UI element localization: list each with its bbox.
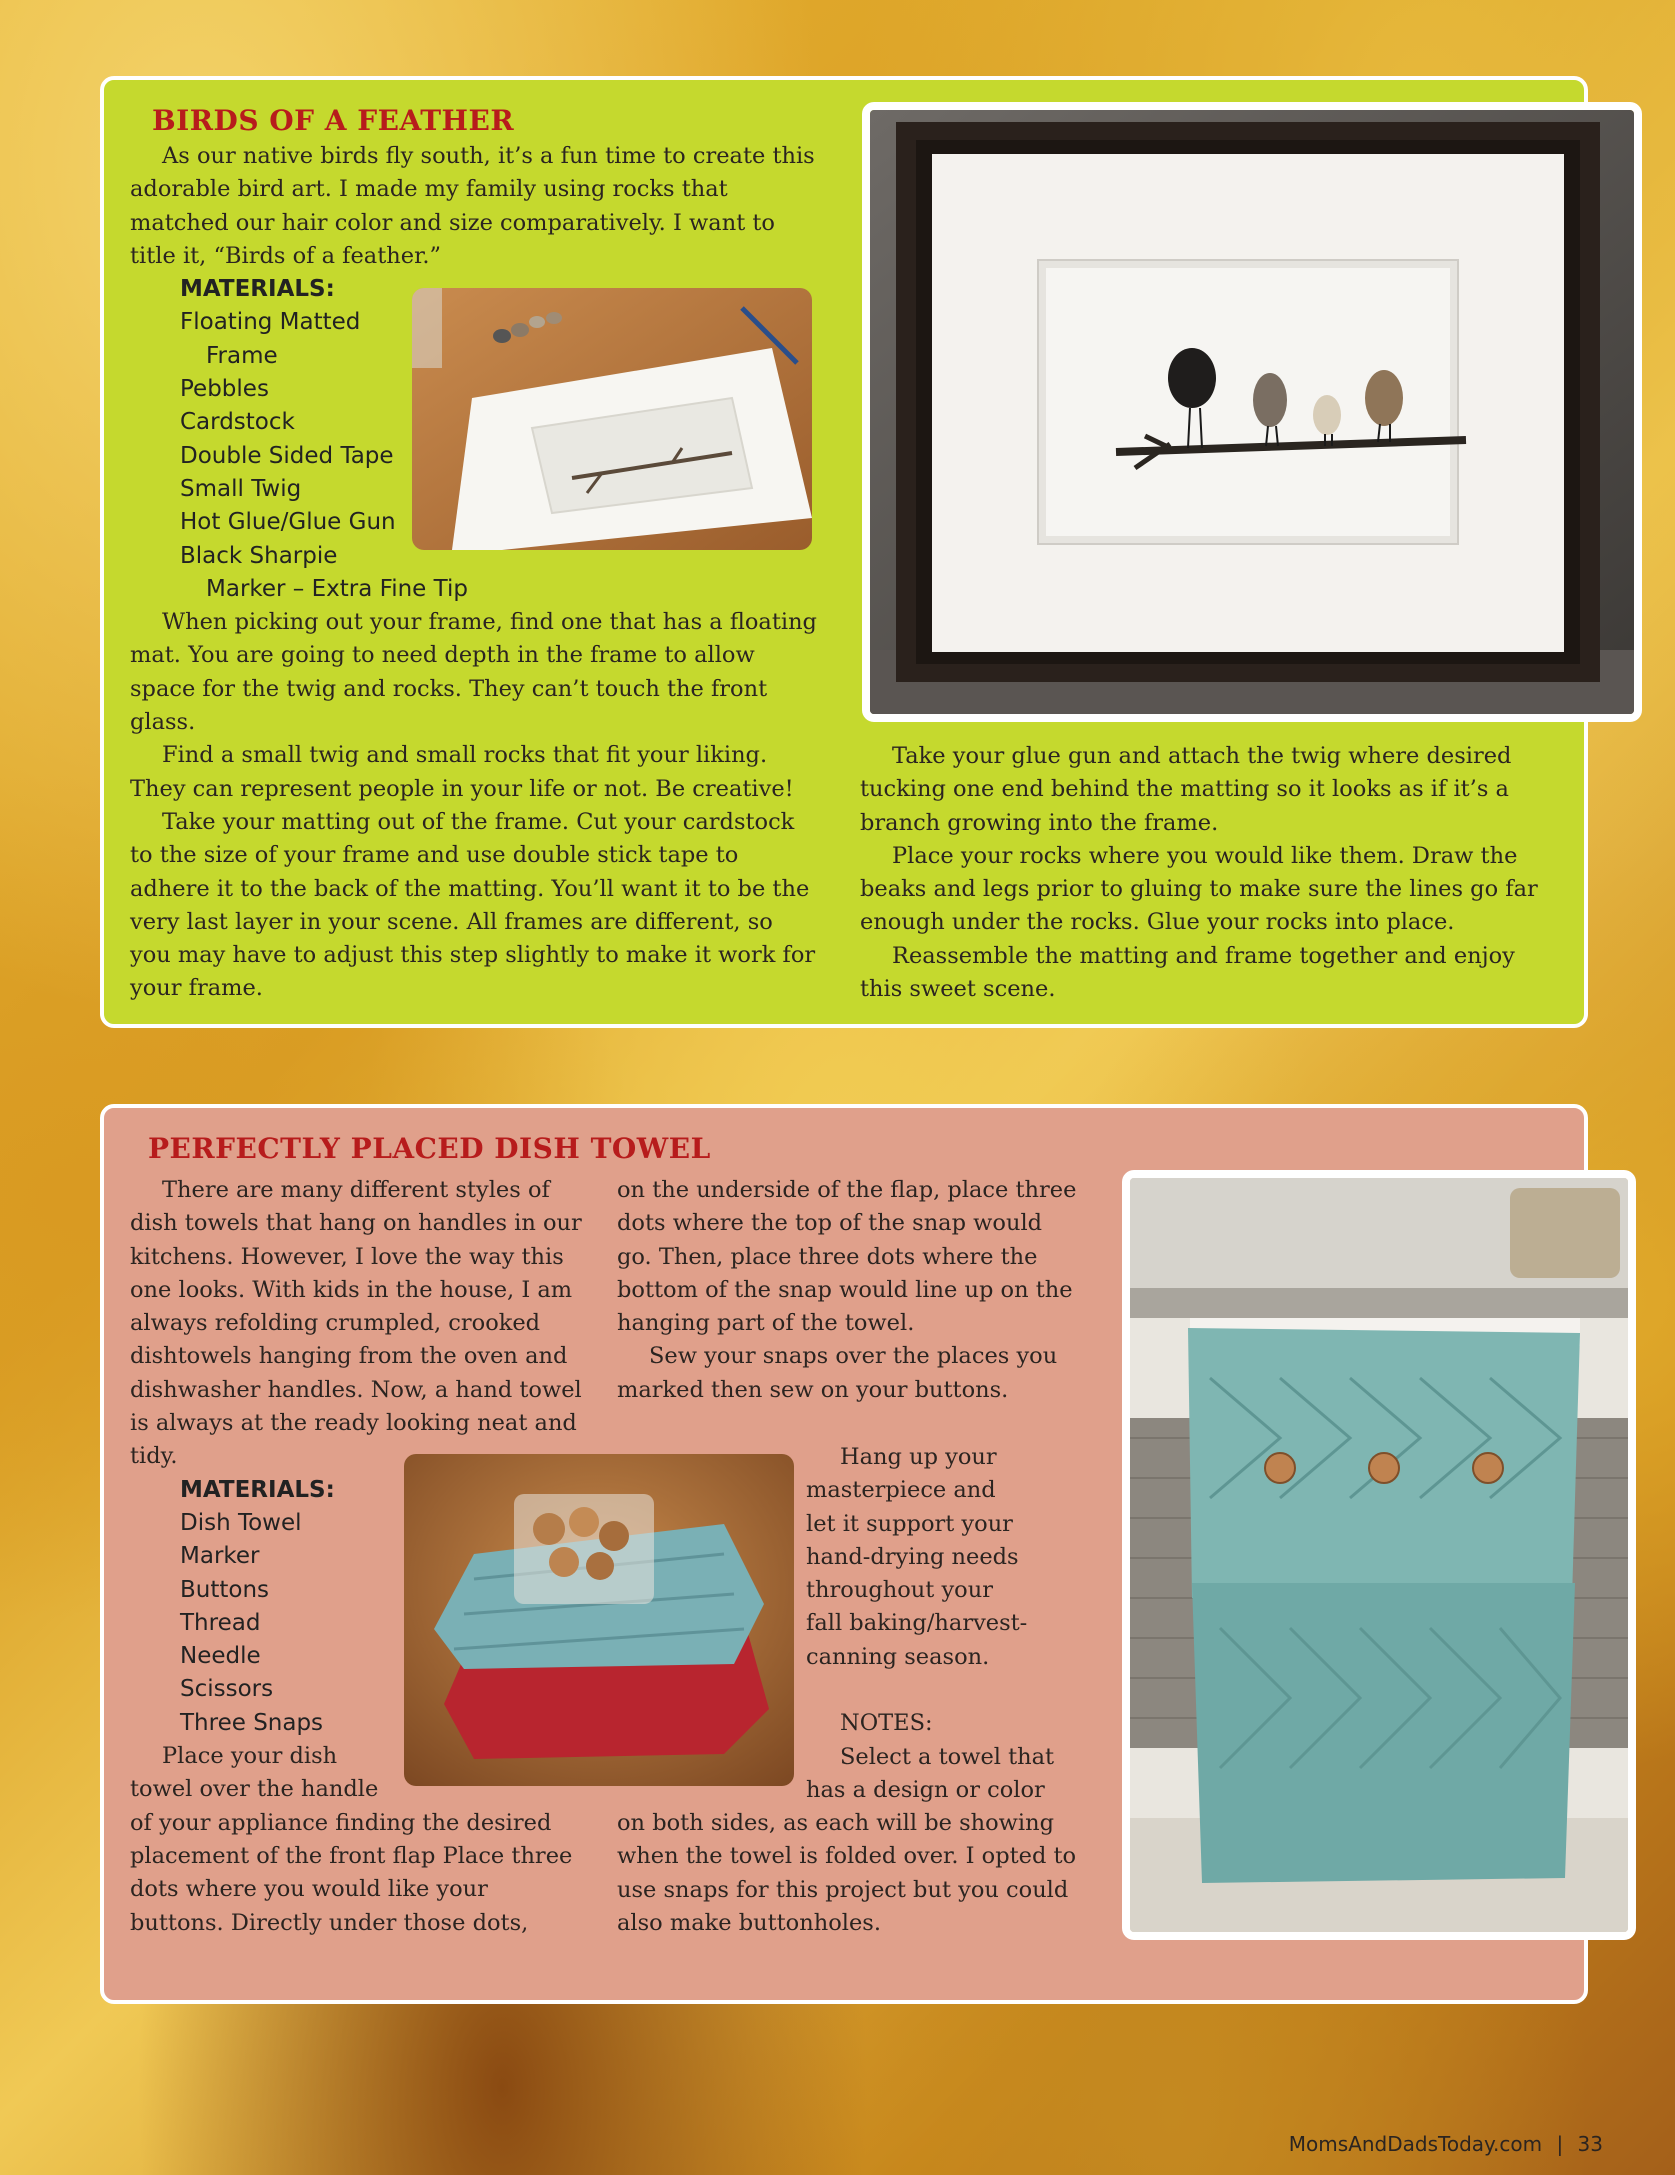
- material-item: Thread: [180, 1609, 261, 1636]
- birds-paragraph: When picking out your frame, find one that has a floating mat. You are going to need depth in the frame to allow space for the twig and rocks. They can’t touch the front glass.: [130, 609, 817, 736]
- material-item: Floating Matted: [180, 309, 361, 336]
- section-title-dish-towel: PERFECTLY PLACED DISH TOWEL: [148, 1132, 711, 1165]
- notes-line: Select a towel that: [840, 1743, 1055, 1770]
- birds-paragraph: Place your rocks where you would like them. Draw the beaks and legs prior to gluing to make sure the lines go far enough under the rocks. Glue your rocks into place.: [860, 842, 1538, 936]
- birds-paragraph: Take your glue gun and attach the twig where desired tucking one end behind the matting so it looks as if it’s a branch growing into the frame.: [860, 743, 1512, 836]
- footer-site: MomsAndDadsToday.com: [1288, 2132, 1543, 2156]
- material-item: Frame: [206, 342, 278, 369]
- towel-paragraph: Sew your snaps over the places you marked then sew on your buttons.: [617, 1343, 1058, 1403]
- towel-wrap-line: canning season.: [806, 1643, 990, 1670]
- towel-wrap-line: Hang up your: [840, 1444, 997, 1470]
- towel-intro: There are many different styles of dish towels that hang on handles in our kitchens. However, I love the way this one looks. With kids in the house, I am always refolding crumpled, crooked dishtowels hanging from the oven and dishwasher handles. Now, a hand towel is always at the ready looking neat and tidy.: [130, 1177, 582, 1470]
- notes-paragraph: on both sides, as each will be showing when the towel is folded over. I opted to use snaps for this project but you could also make buttonholes.: [617, 1810, 1077, 1936]
- towel-middle-column: [617, 1174, 1077, 1407]
- material-item: Marker – Extra Fine Tip: [206, 575, 468, 602]
- photo-mat-with-twig: [412, 288, 812, 550]
- material-item: Small Twig: [180, 475, 302, 502]
- page-footer: [1289, 2132, 1603, 2156]
- photo-birds-frame: [862, 102, 1642, 722]
- material-item: Cardstock: [180, 409, 295, 436]
- materials-heading: MATERIALS:: [180, 1476, 335, 1503]
- towel-paragraph: Place your dish: [162, 1743, 338, 1770]
- towel-wrap-line: hand-drying needs: [806, 1543, 1019, 1570]
- material-item: Three Snaps: [180, 1709, 324, 1736]
- notes-heading: NOTES:: [840, 1710, 933, 1737]
- page-number: 33: [1577, 2132, 1603, 2156]
- notes-line: has a design or color: [806, 1776, 1045, 1803]
- material-item: Pebbles: [180, 376, 269, 403]
- birds-paragraph: Reassemble the matting and frame together and enjoy this sweet scene.: [860, 942, 1515, 1003]
- towel-paragraph: towel over the handle: [130, 1776, 379, 1803]
- footer-separator: |: [1556, 2132, 1564, 2156]
- towel-wrap-line: throughout your: [806, 1577, 993, 1604]
- birds-paragraph: Find a small twig and small rocks that fit your liking. They can represent people in your life or not. Be creative!: [130, 742, 794, 802]
- notes-rest: [617, 1807, 1077, 1940]
- material-item: Hot Glue/Glue Gun: [180, 509, 396, 536]
- material-item: Scissors: [180, 1676, 274, 1703]
- towel-paragraph: of your appliance finding the desired placement of the front flap Place three dots where you would like your buttons. Directly under those dots,: [130, 1809, 573, 1936]
- towel-wrap-line: fall baking/harvest-: [806, 1610, 1028, 1637]
- material-item: Dish Towel: [180, 1509, 302, 1536]
- towel-wrap-line: masterpiece and: [806, 1477, 996, 1504]
- photo-towel-on-oven: [1122, 1170, 1636, 1940]
- birds-right-column: [860, 740, 1560, 1006]
- towel-wrap-column: [806, 1441, 1086, 1807]
- materials-heading: MATERIALS:: [180, 276, 335, 303]
- birds-left-column: [130, 140, 820, 1006]
- material-item: Needle: [180, 1643, 261, 1670]
- material-item: Black Sharpie: [180, 542, 338, 569]
- material-item: Marker: [180, 1543, 260, 1570]
- birds-intro: As our native birds fly south, it’s a fun time to create this adorable bird art. I made my family using rocks that matched our hair color and size comparatively. I want to title it, “Birds of a feather.”: [130, 143, 815, 269]
- material-item: Double Sided Tape: [180, 442, 394, 469]
- towel-paragraph: on the underside of the flap, place three dots where the top of the snap would go. Then, place three dots where the bottom of the snap would line up on the hanging part of the towel.: [617, 1177, 1077, 1337]
- birds-paragraph: Take your matting out of the frame. Cut your cardstock to the size of your frame and use double stick tape to adhere it to the back of the matting. You’ll want it to be the very last layer in your scene. All frames are different, so you may have to adjust this step slightly to make it work for your frame.: [130, 808, 816, 1002]
- photo-folded-towels: [404, 1454, 794, 1786]
- towel-wrap-line: let it support your: [806, 1510, 1013, 1537]
- section-title-birds: BIRDS OF A FEATHER: [152, 104, 515, 137]
- material-item: Buttons: [180, 1576, 270, 1603]
